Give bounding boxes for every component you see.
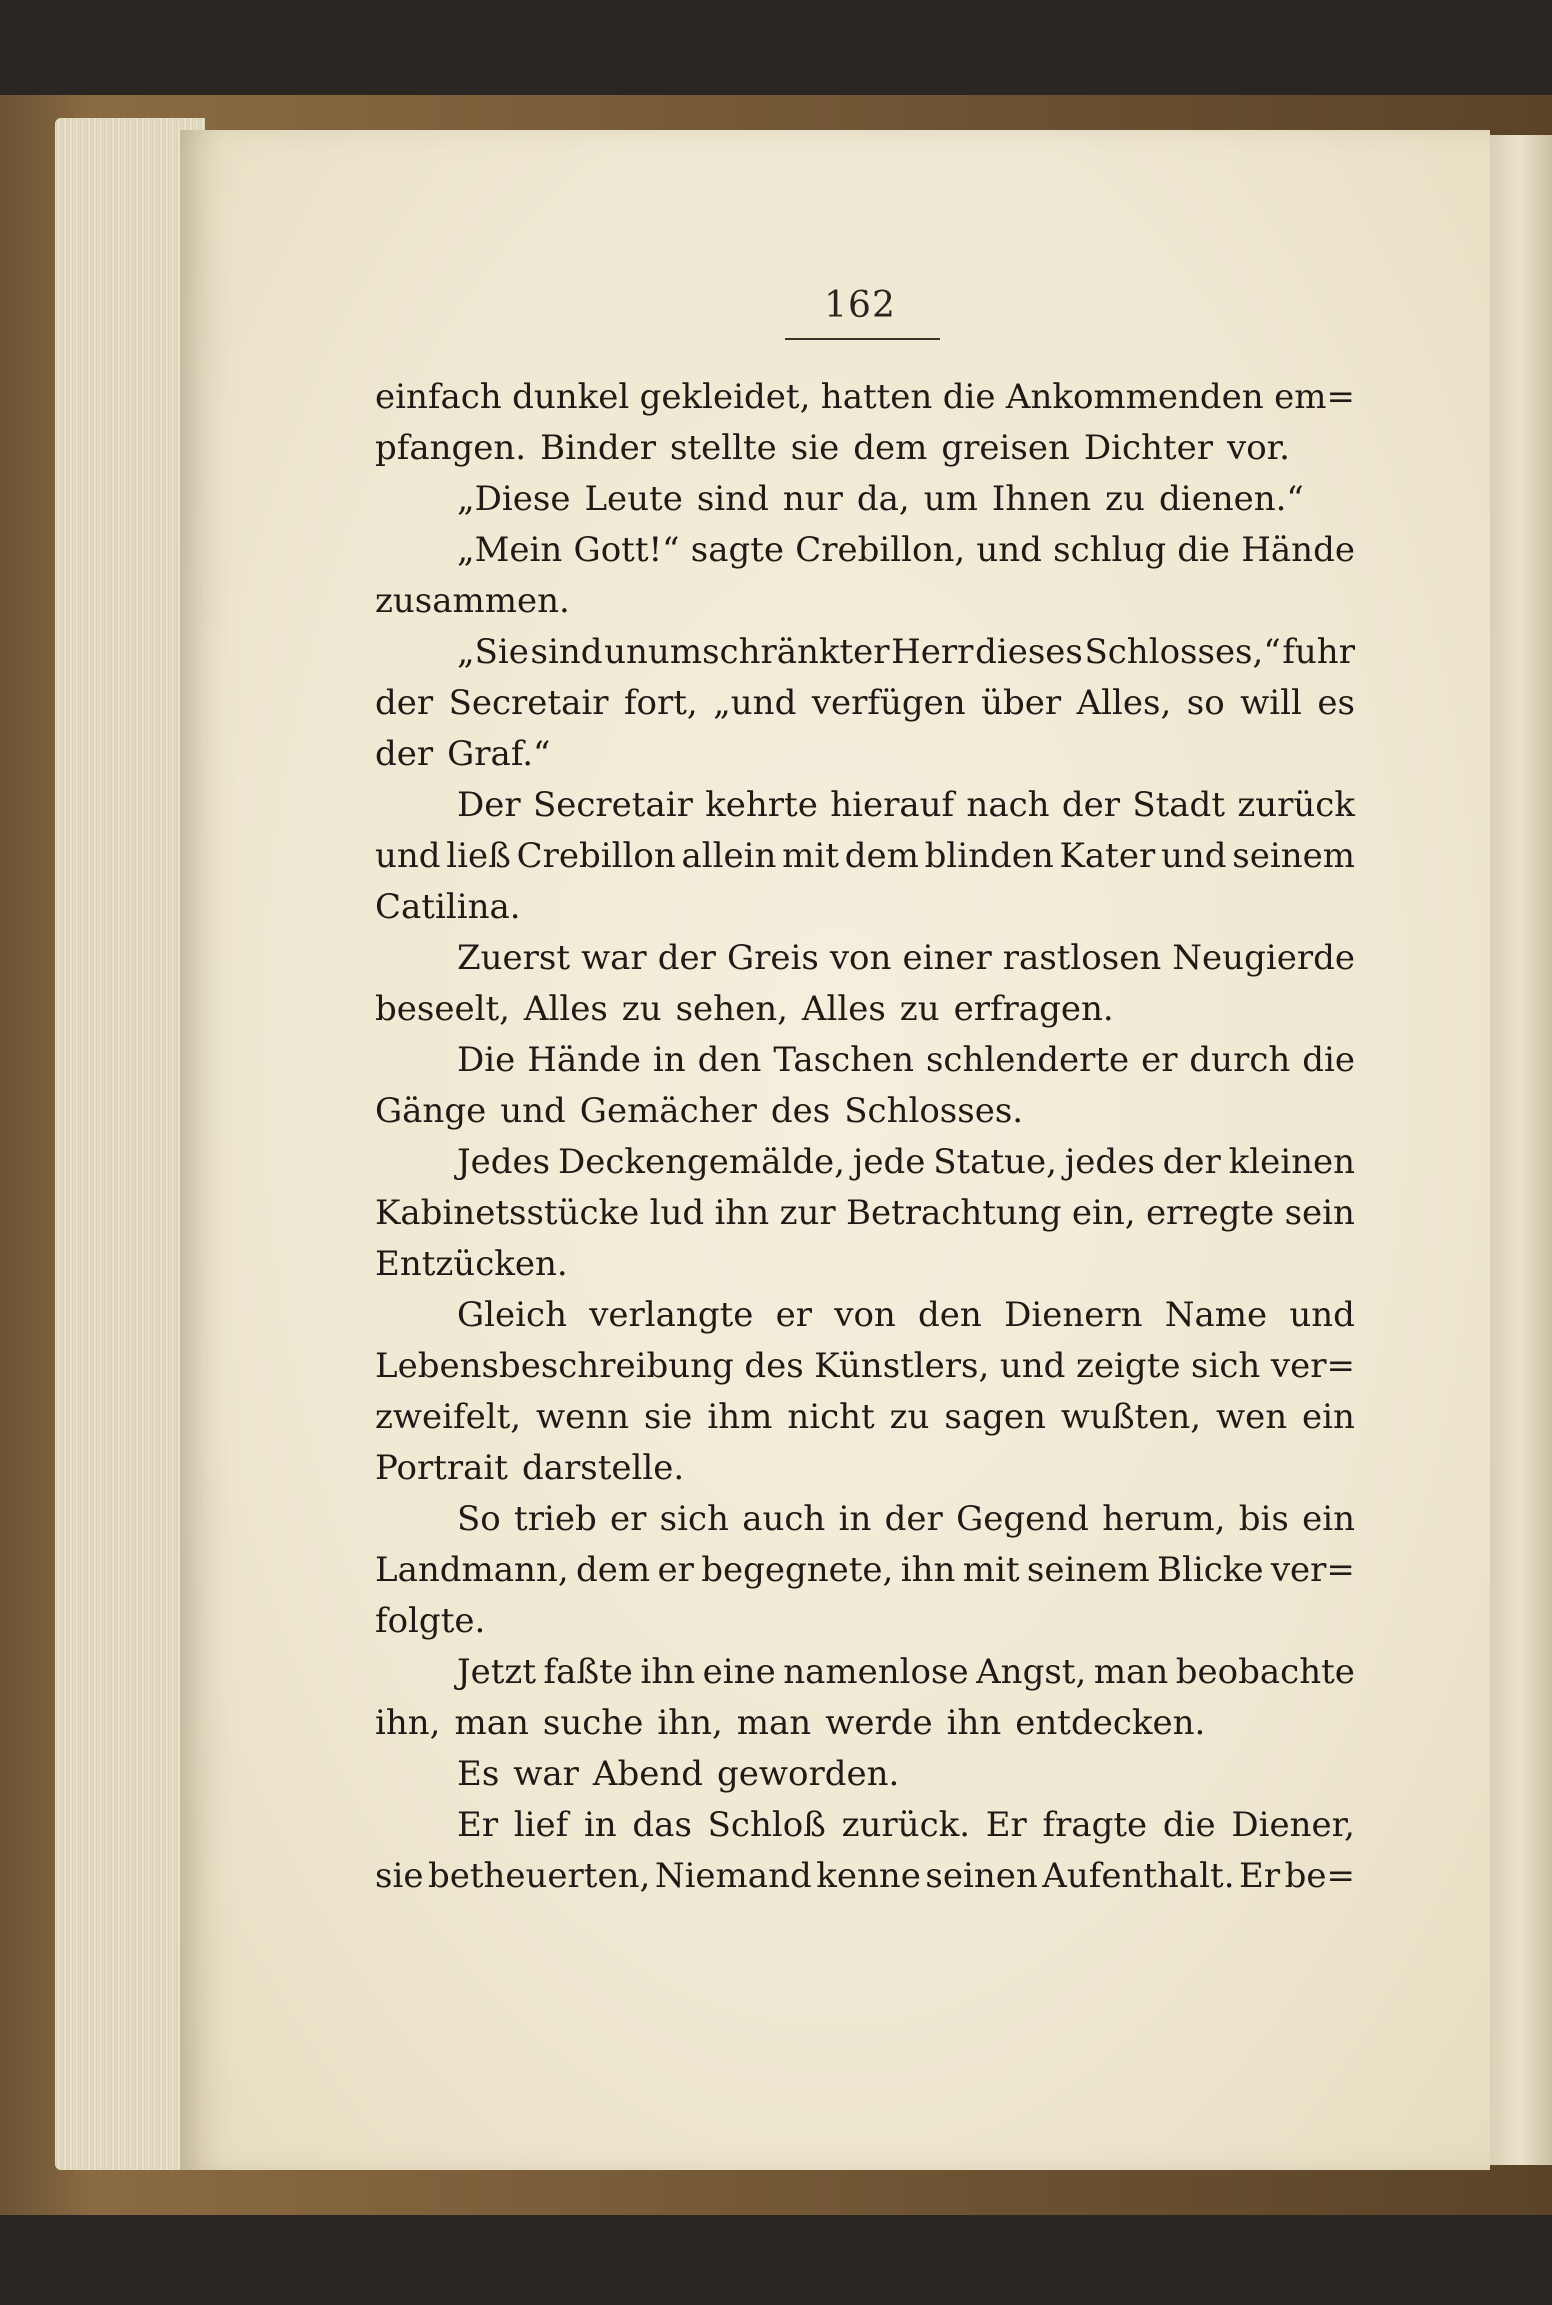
text-line: „Sie sind unumschränkter Herr dieses Schlosses,“ fuhr [457,632,1355,672]
page-number-rule [785,338,940,340]
text-line: Jedes Deckengemälde, jede Statue, jedes der kleinen [457,1142,1355,1182]
text-line: Kabinetsstücke lud ihn zur Betrachtung ein, erregte sein [375,1193,1355,1233]
text-line: Landmann, dem er begegnete, ihn mit seinem Blicke ver= [375,1550,1355,1590]
text-line: Portrait darstelle. [375,1448,685,1488]
text-line: Gleich verlangte er von den Dienern Name und [457,1295,1355,1335]
text-line: Er lief in das Schloß zurück. Er fragte die Diener, [457,1805,1355,1845]
text-line: Entzücken. [375,1244,568,1284]
text-line: Die Hände in den Taschen schlenderte er durch die [457,1040,1355,1080]
text-line: zusammen. [375,581,570,621]
page-number: 162 [824,285,896,326]
text-line: Zuerst war der Greis von einer rastlosen Neugierde [457,938,1355,978]
body-text [375,372,1355,1902]
text-line: ihn, man suche ihn, man werde ihn entdecken. [375,1703,1206,1743]
text-line: sie betheuerten, Niemand kenne seinen Aufenthalt. Er be= [375,1856,1355,1896]
text-line: Jetzt faßte ihn eine namenlose Angst, man beobachte [457,1652,1355,1692]
text-line: „Diese Leute sind nur da, um Ihnen zu dienen.“ [457,479,1304,519]
text-line: Catilina. [375,887,521,927]
text-line: folgte. [375,1601,486,1641]
text-line: Lebensbeschreibung des Künstlers, und zeigte sich ver= [375,1346,1355,1386]
text-line: Gänge und Gemächer des Schlosses. [375,1091,1024,1131]
text-line: der Secretair fort, „und verfügen über Alles, so will es [375,683,1355,723]
text-line: pfangen. Binder stellte sie dem greisen Dichter vor. [375,428,1290,468]
text-line: „Mein Gott!“ sagte Crebillon, und schlug die Hände [457,530,1355,570]
text-line: Der Secretair kehrte hierauf nach der Stadt zurück [457,785,1355,825]
text-line: Es war Abend geworden. [457,1754,900,1794]
text-line: zweifelt, wenn sie ihm nicht zu sagen wußten, wen ein [375,1397,1355,1437]
text-line: einfach dunkel gekleidet, hatten die Ankommenden em= [375,377,1355,417]
text-line: und ließ Crebillon allein mit dem blinden Kater und seinem [375,836,1355,876]
text-line: beseelt, Alles zu sehen, Alles zu erfragen. [375,989,1114,1029]
text-line: So trieb er sich auch in der Gegend herum, bis ein [457,1499,1355,1539]
text-line: der Graf.“ [375,734,551,774]
facing-page-edge [1490,135,1552,2165]
